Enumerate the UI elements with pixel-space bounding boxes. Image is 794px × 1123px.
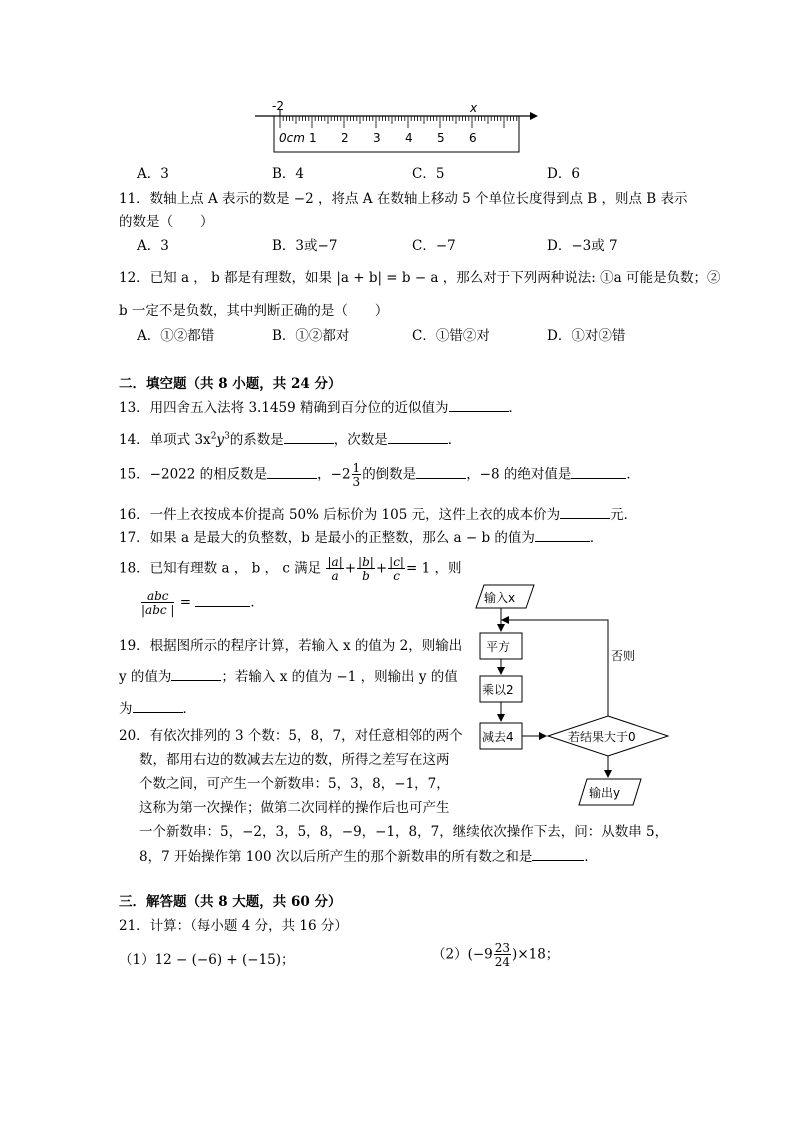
q19-blank-1[interactable] bbox=[171, 666, 221, 681]
q20-line4: 这称为第一次操作；做第二次同样的操作后也可产生 bbox=[139, 800, 450, 816]
q16-blank[interactable] bbox=[560, 504, 610, 519]
q19-text-a: y 的值为 bbox=[119, 669, 172, 685]
q18-expression: $\frac{\text{abc}}{\text{|abc |}}$ = ． bbox=[141, 589, 264, 617]
q12-option-c: C．①错②对 bbox=[412, 328, 490, 344]
q11-line1: 11．数轴上点 A 表示的数是 −2 ，将点 A 在数轴上移动 5 个单位长度得到点 B ，则点 B 表示 bbox=[119, 191, 688, 207]
flow-condition-label: 若结果大于0 bbox=[568, 730, 636, 744]
q20-line5: 一个新数串：5，−2，3，5，8，−9，−1，8，7，继续依次操作下去，问：从数串 5， bbox=[139, 824, 669, 840]
ruler-tick-label: 5 bbox=[437, 131, 445, 145]
q21-part2-text-a: （2）(−9 bbox=[432, 946, 493, 963]
flow-subtract-label: 减去4 bbox=[482, 730, 514, 744]
q19-line3: 为 ． bbox=[119, 697, 196, 717]
q13-text: 13．用四舍五入法将 3.1459 精确到百分位的近似值为 bbox=[119, 400, 449, 416]
q19-blank-2[interactable] bbox=[133, 698, 183, 713]
q20-line2: 数，都用右边的数减去左边的数，所得之差写在这两 bbox=[139, 752, 450, 768]
q20-text-6: 8，7 开始操作第 100 次以后所产生的那个新数串的所有数之和是 bbox=[139, 849, 533, 865]
q20-line6: 8，7 开始操作第 100 次以后所产生的那个新数串的所有数之和是 ． bbox=[139, 845, 598, 865]
q18: 18．已知有理数 a ， b ， c 满足 $\frac{|a|}{a}$ + $\frac{|b|}{b}$ + $\frac{|c|}{c}$ = 1 ，则 bbox=[119, 555, 462, 583]
q15-blank-3[interactable] bbox=[571, 464, 626, 479]
q14-text-c: ，次数是 bbox=[333, 432, 388, 448]
q11-option-b: B．3或−7 bbox=[272, 238, 338, 254]
q15-blank-2[interactable] bbox=[416, 464, 466, 479]
q20-line3: 个数之间，可产生一个新数串：5，3，8，−1，7， bbox=[139, 776, 450, 792]
q12-line1: 12．已知 a ， b 都是有理数，如果 |a + b| = b − a ，那么对于下列两种说法: ①a 可能是负数；② bbox=[119, 270, 721, 286]
q12-option-a: A．①②都错 bbox=[137, 328, 215, 344]
q20-blank[interactable] bbox=[532, 846, 584, 861]
q15-text-c: 的倒数是 bbox=[362, 466, 417, 483]
ruler-tick-label: 4 bbox=[405, 131, 413, 145]
q17-blank[interactable] bbox=[535, 527, 590, 542]
flow-else-label: 否则 bbox=[611, 649, 636, 663]
ruler-tick-label: 3 bbox=[373, 131, 381, 145]
ruler-figure bbox=[250, 96, 550, 156]
section-2-heading: 二．填空题（共 8 小题，共 24 分） bbox=[119, 376, 342, 392]
ruler-neg2-label: -2 bbox=[272, 99, 284, 113]
q19-text-c: 为 bbox=[119, 701, 133, 717]
q21-part1: （1）12 − (−6) + (−15)； bbox=[119, 952, 295, 968]
q10-option-b: B．4 bbox=[272, 166, 305, 182]
q15-blank-1[interactable] bbox=[267, 464, 317, 479]
ruler-tick-label: 1 bbox=[309, 131, 317, 145]
q14-text-b: 的系数是 bbox=[229, 432, 284, 448]
q17-text: 17．如果 a 是最大的负整数，b 是最小的正整数，那么 a − b 的值为 bbox=[119, 530, 535, 546]
q12-line2: b 一定不是负数，其中判断正确的是（ ） bbox=[119, 303, 389, 319]
q16-text-a: 16．一件上衣按成本价提高 50% 后标价为 105 元，这件上衣的成本价为 bbox=[119, 507, 561, 523]
q16-text-b: 元． bbox=[610, 507, 638, 523]
q12-option-b: B．①②都对 bbox=[272, 328, 350, 344]
flow-input-label: 输入x bbox=[484, 591, 516, 605]
q13: 13．用四舍五入法将 3.1459 精确到百分位的近似值为 ． bbox=[119, 396, 522, 416]
ruler-tick-label: 6 bbox=[469, 131, 477, 145]
q14-blank-1[interactable] bbox=[284, 429, 334, 444]
q17: 17．如果 a 是最大的负整数，b 是最小的正整数，那么 a − b 的值为 ． bbox=[119, 526, 603, 546]
flowchart bbox=[470, 582, 675, 812]
q11-option-d: D．−3或 7 bbox=[547, 238, 618, 254]
q10-option-d: D．6 bbox=[547, 166, 580, 182]
q21-part2-text-b: )×18； bbox=[512, 946, 560, 963]
q15-text-d: ，−8 的绝对值是 bbox=[466, 466, 572, 483]
q15: 15．−2022 的相反数是 ，−2 $\frac{1}{3}$ 的倒数是 ，−8 的绝对值是 ． bbox=[119, 461, 640, 489]
flow-square-label: 平方 bbox=[486, 640, 511, 654]
q19-line1: 19．根据图所示的程序计算，若输入 x 的值为 2，则输出 bbox=[119, 638, 463, 654]
q18-text-a: 18．已知有理数 a ， b ， c 满足 bbox=[119, 560, 322, 577]
q10-option-c: C．5 bbox=[412, 166, 445, 182]
q10-option-a: A．3 bbox=[137, 166, 169, 182]
q14-blank-2[interactable] bbox=[388, 429, 448, 444]
q15-text-a: 15．−2022 的相反数是 bbox=[119, 466, 268, 483]
q19-text-b: ；若输入 x 的值为 −1 ，则输出 y 的值 bbox=[221, 669, 458, 685]
q19-line2 bbox=[119, 665, 458, 685]
q11-line2: 的数是（ ） bbox=[119, 214, 214, 230]
q18-text-eq: = 1 ，则 bbox=[405, 560, 462, 577]
q21: 21．计算：（每小题 4 分，共 16 分） bbox=[119, 918, 348, 934]
q14-text-a: 14．单项式 3x bbox=[119, 432, 211, 448]
flow-output-label: 输出y bbox=[589, 786, 621, 800]
flow-multiply-label: 乘以2 bbox=[482, 683, 514, 697]
q11-option-a: A．3 bbox=[137, 238, 169, 254]
ruler-x-label: x bbox=[470, 101, 478, 115]
q12-option-d: D．①对②错 bbox=[547, 328, 626, 344]
q11-option-c: C．−7 bbox=[412, 238, 456, 254]
ruler-cm-label: 0cm bbox=[279, 131, 305, 145]
q14: 14．单项式 $3x^2y^3$的系数是 ，次数是 ． bbox=[119, 428, 461, 448]
q15-text-b: ，−2 bbox=[317, 466, 351, 483]
ruler-tick-label: 2 bbox=[341, 131, 349, 145]
q21-part2: （2）(−9 $\frac{23}{24}$ )×18； bbox=[432, 941, 560, 969]
q13-blank[interactable] bbox=[449, 397, 509, 412]
q16 bbox=[119, 503, 637, 523]
section-3-heading: 三．解答题（共 8 大题，共 60 分） bbox=[119, 894, 342, 910]
q18-blank[interactable] bbox=[195, 592, 250, 607]
q20-line1: 20．有依次排列的 3 个数：5，8，7，对任意相邻的两个 bbox=[119, 728, 463, 744]
